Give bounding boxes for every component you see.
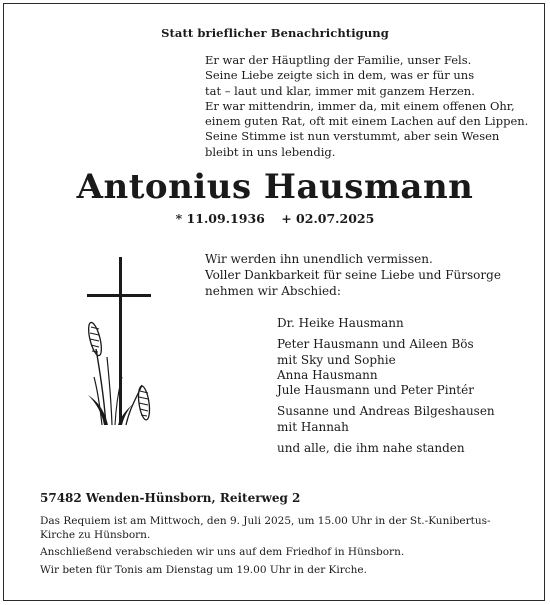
family-address: 57482 Wenden-Hünsborn, Reiterweg 2 (40, 491, 301, 505)
mourner-group (277, 337, 537, 398)
mourner-group (277, 404, 537, 435)
mourner-line: und alle, die ihm nahe standen (277, 441, 465, 456)
poem (205, 53, 529, 160)
intro-line: Wir werden ihn unendlich vermissen. (205, 252, 433, 266)
deceased-name: Antonius Hausmann (76, 167, 474, 207)
poem-line: tat – laut und klar, immer mit ganzem Herzen. (205, 83, 475, 98)
intro-line: nehmen wir Abschied: (205, 284, 341, 298)
mourner-line: Peter Hausmann und Aileen Bös (277, 337, 474, 352)
notice-heading: Statt brieflicher Benachrichtigung (161, 26, 389, 40)
mourner-line: mit Sky und Sophie (277, 352, 396, 367)
service-notes (40, 515, 520, 581)
note-burial: Anschließend verabschieden wir uns auf dem Friedhof in Hünsborn. (40, 546, 405, 558)
poem-line: bleibt in uns lebendig. (205, 144, 336, 159)
poem-line: einem guten Rat, oft mit einem Lachen auf den Lippen. (205, 114, 529, 129)
poem-line: Seine Stimme ist nun verstummt, aber sein Wesen (205, 129, 500, 144)
farewell-intro (205, 251, 535, 299)
poem-line: Er war mittendrin, immer da, mit einem offenen Ohr, (205, 98, 515, 113)
cross-with-wheat-icon (82, 257, 157, 427)
mourner-line: Dr. Heike Hausmann (277, 316, 404, 330)
mourners-list (277, 316, 537, 462)
birth-date: * 11.09.1936 (175, 211, 265, 226)
poem-line: Er war der Häuptling der Familie, unser Fels. (205, 53, 472, 67)
poem-line: Seine Liebe zeigte sich in dem, was er für uns (205, 68, 475, 83)
mourner-line: mit Hannah (277, 419, 349, 434)
mourner-line: Susanne und Andreas Bilgeshausen (277, 404, 495, 419)
mourner-line: Jule Hausmann und Peter Pintér (277, 383, 474, 398)
intro-line: Voller Dankbarkeit für seine Liebe und Fürsorge (205, 268, 501, 282)
mourner-group (277, 316, 537, 331)
note-prayer: Wir beten für Tonis am Dienstag um 19.00 Uhr in der Kirche. (40, 563, 367, 576)
death-date: + 02.07.2025 (281, 211, 375, 226)
life-dates (0, 211, 550, 226)
mourner-group (277, 441, 537, 456)
mourner-line: Anna Hausmann (277, 367, 378, 382)
note-requiem: Das Requiem ist am Mittwoch, den 9. Juli 2025, um 15.00 Uhr in der St.-Kunibertus-Kirche zu Hünsborn. (40, 515, 491, 541)
